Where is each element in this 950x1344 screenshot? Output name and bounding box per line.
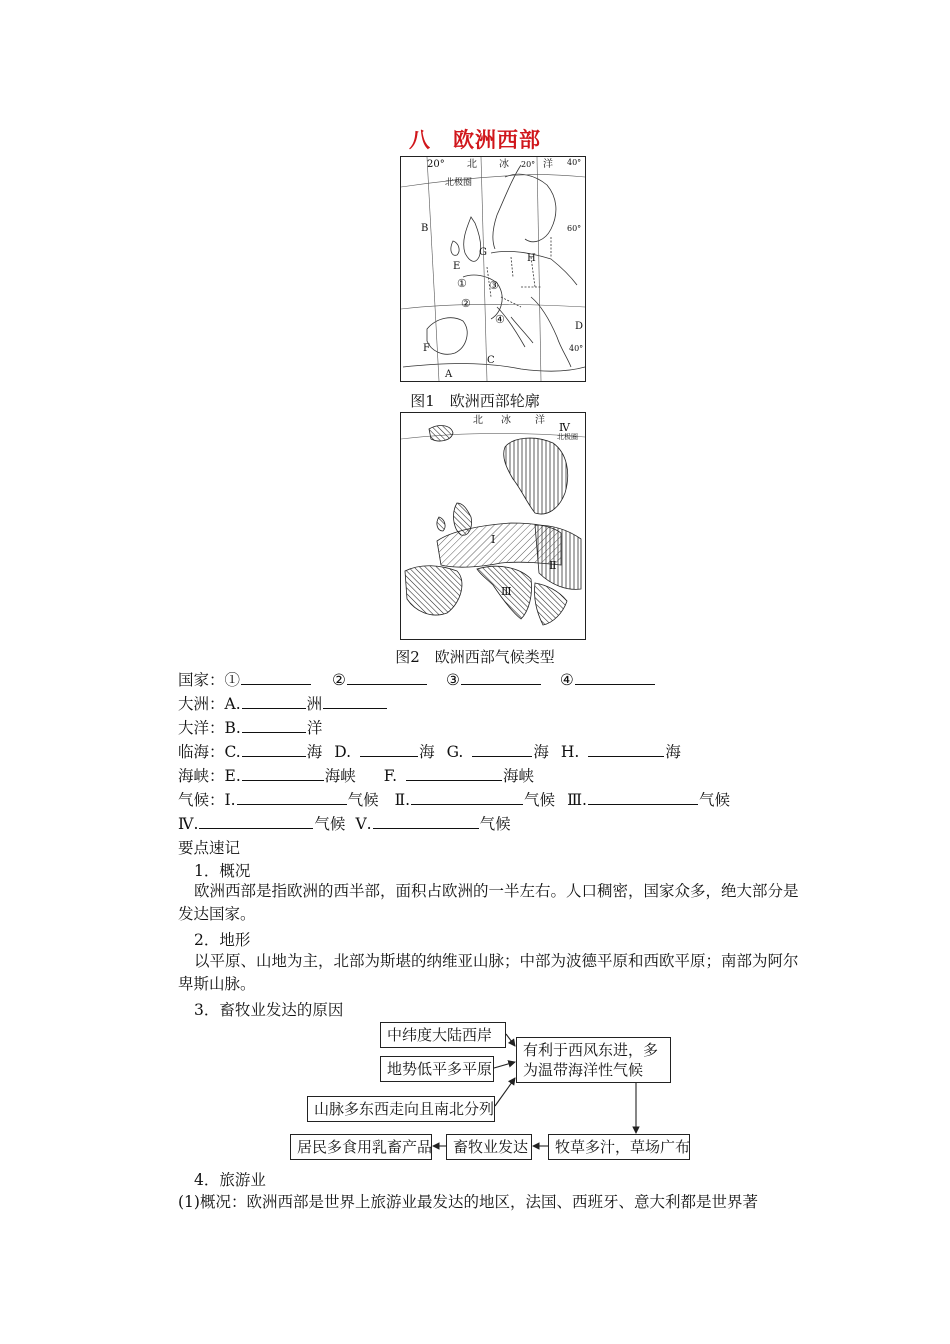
section-1-text: 欧洲西部是指欧洲的西半部，面积占欧洲的一半左右。人口稠密，国家众多，绝大部分是发达国家。	[178, 882, 799, 923]
lon-label: 20°	[521, 160, 536, 169]
map-letter: G	[479, 247, 487, 258]
flow-arrow	[494, 1062, 515, 1068]
countries-line: 国家：① ② ③ ④	[178, 668, 656, 690]
figure-2-caption: 图2 欧洲西部气候类型	[395, 648, 555, 666]
figure-1-caption: 图1 欧洲西部轮廓	[410, 392, 540, 410]
climate-label: Ⅰ	[491, 533, 496, 546]
climate-line-1: 气候：Ⅰ. 气候 Ⅱ. 气候 Ⅲ. 气候	[178, 791, 730, 809]
lat-label: 40°	[569, 344, 584, 353]
flow-arrow	[506, 1034, 515, 1046]
arctic-circle-label: 北极圈	[445, 178, 473, 188]
lat-label: 60°	[567, 224, 582, 233]
flow-box-grass: 牧草多汁，草场广布	[548, 1134, 690, 1160]
map-letter: F	[423, 343, 430, 354]
map-letter: B	[421, 223, 429, 234]
ocean-char: 洋	[535, 415, 545, 426]
flow-box-westerlies: 有利于西风东进，多 为温带海洋性气候	[516, 1037, 671, 1083]
page-title: 八 欧洲西部	[409, 127, 541, 152]
notes-heading: 要点速记	[178, 839, 241, 857]
map-number: ②	[461, 297, 471, 310]
arctic-circle-label: 北极圈	[557, 433, 578, 441]
map-letter: H	[527, 253, 536, 264]
flow-box-mountains: 山脉多东西走向且南北分列	[307, 1096, 495, 1122]
climate-line-2: Ⅳ. 气候 Ⅴ. 气候	[178, 815, 511, 833]
lat-label: 40°	[567, 158, 582, 167]
map-number: ④	[495, 313, 505, 326]
ocean-char: 冰	[501, 415, 511, 426]
section-3-title: 3．畜牧业发达的原因	[194, 1001, 344, 1019]
flow-box-latitude: 中纬度大陆西岸	[380, 1022, 506, 1048]
ocean-line: 大洋：B. 洋	[178, 719, 323, 737]
ocean-char: 冰	[499, 159, 509, 170]
climate-label: Ⅱ	[549, 559, 557, 572]
lon-label: 20°	[427, 159, 445, 170]
map-letter: C	[487, 355, 495, 366]
map-letter: A	[445, 369, 453, 380]
flow-box-diet: 居民多食用乳畜产品	[290, 1134, 432, 1160]
flow-arrow	[495, 1078, 515, 1106]
flow-box-livestock: 畜牧业发达	[446, 1134, 532, 1160]
map-number: ①	[457, 277, 467, 290]
section-4-title: 4．旅游业	[194, 1171, 266, 1189]
seas-line: 临海：C. 海 D. 海 G. 海 H. 海	[178, 743, 681, 761]
straits-line: 海峡：E. 海峡 F. 海峡	[178, 767, 535, 785]
map-letter: E	[453, 261, 461, 272]
flow-box-terrain: 地势低平多平原	[380, 1056, 494, 1082]
climate-label: Ⅲ	[501, 585, 512, 598]
ocean-char: 洋	[543, 159, 553, 170]
section-2-text: 以平原、山地为主，北部为斯堪的纳维亚山脉；中部为波德平原和西欧平原；南部为阿尔卑斯山脉。	[178, 952, 799, 993]
section-1-title: 1．概况	[194, 862, 251, 880]
section-2-title: 2．地形	[194, 931, 251, 949]
ocean-char: 北	[467, 159, 477, 170]
map-number: ③	[489, 279, 499, 292]
continent-line: 大洲：A. 洲	[178, 692, 388, 714]
climate-label: Ⅳ	[559, 421, 570, 434]
map-letter: D	[575, 321, 584, 332]
section-4-text: (1)概况：欧洲西部是世界上旅游业最发达的地区，法国、西班牙、意大利都是世界著	[178, 1193, 758, 1211]
ocean-char: 北	[473, 415, 483, 426]
